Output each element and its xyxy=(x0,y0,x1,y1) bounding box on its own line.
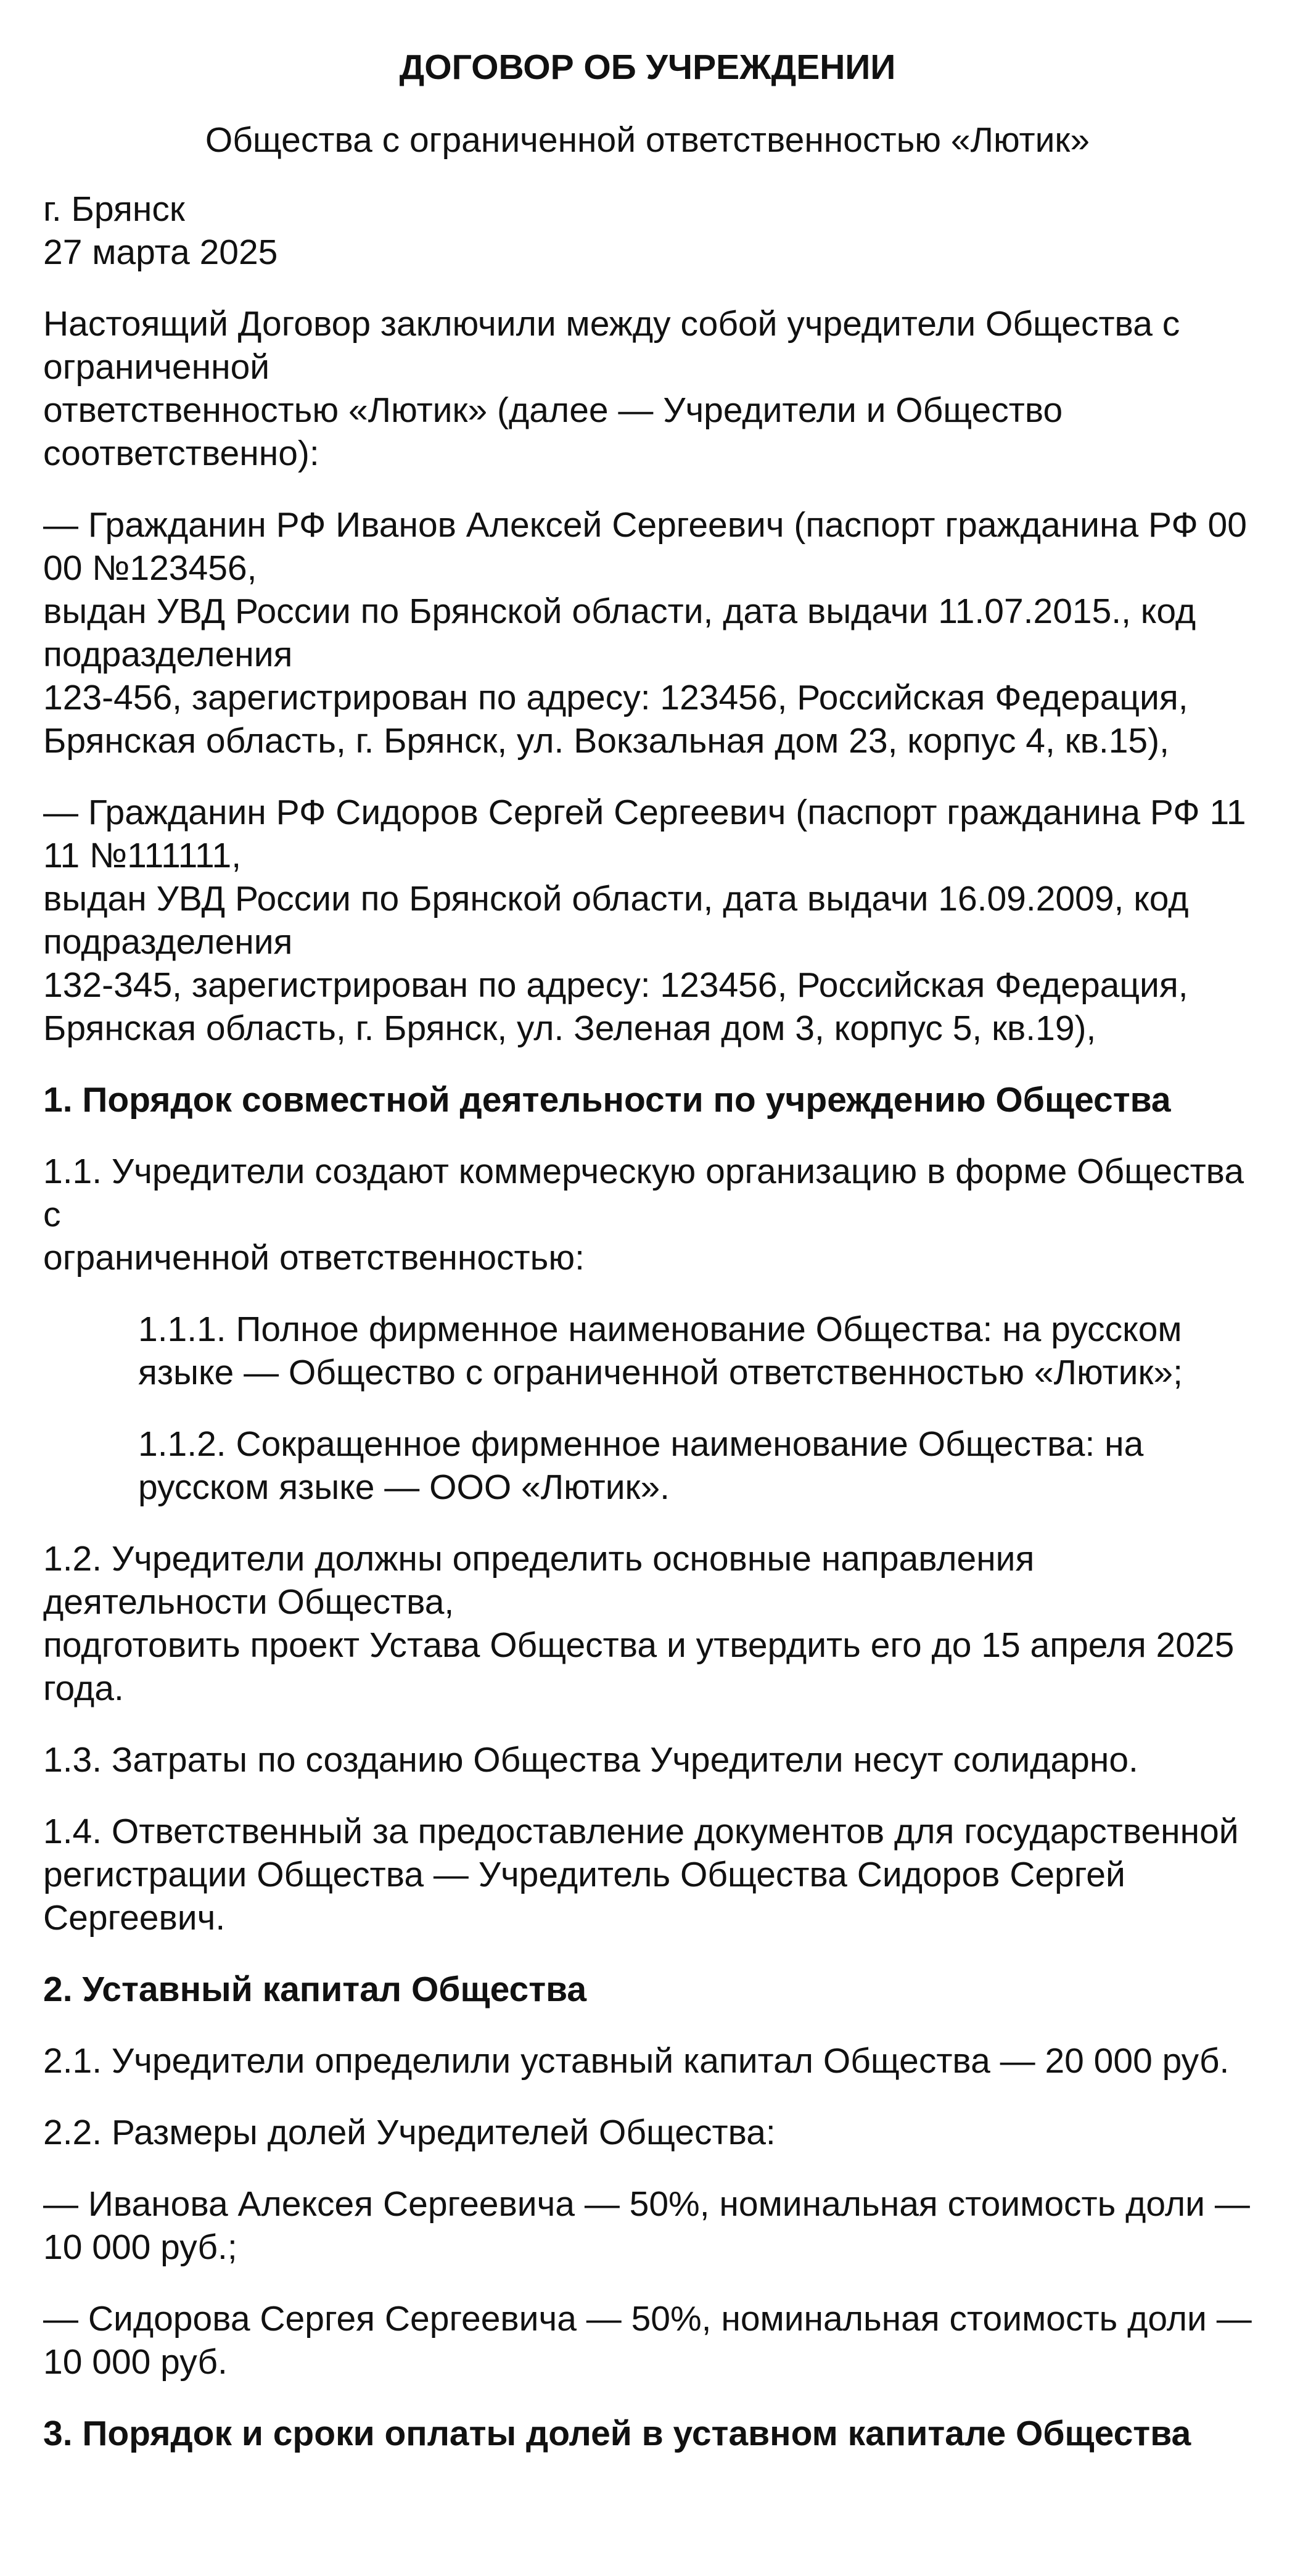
intro-paragraph xyxy=(43,302,1252,475)
clause-1-2-line-1: 1.2. Учредители должны определить основные направления деятельности Общества, xyxy=(43,1539,1035,1622)
clause-1-4: 1.4. Ответственный за предоставление документов для государственной регистрации Общества — Учредитель Общества Сидоров Сергей Сергеевич. xyxy=(43,1812,1239,1938)
intro-line-1: Настоящий Договор заключили между собой учредители Общества с ограниченной xyxy=(43,304,1180,387)
date: 27 марта 2025 xyxy=(43,233,278,272)
share-sidorov: — Сидорова Сергея Сергеевича — 50%, номинальная стоимость доли — 10 000 руб. xyxy=(43,2299,1252,2382)
document-subtitle: Общества с ограниченной ответственностью «Лютик» xyxy=(205,120,1090,160)
clause-1-1-line-1: 1.1. Учредители создают коммерческую организацию в форме Общества с xyxy=(43,1152,1244,1234)
clause-1-1-1: 1.1.1. Полное фирменное наименование Общества: на русском языке — Общество с ограниченной ответственностью «Лютик»; xyxy=(138,1310,1183,1392)
city: г. Брянск xyxy=(43,189,185,229)
section-2-heading: 2. Уставный капитал Общества xyxy=(43,1970,587,2009)
document-title: ДОГОВОР ОБ УЧРЕЖДЕНИИ xyxy=(399,47,896,87)
place-date-block xyxy=(43,188,1252,274)
party-2-line-3: 132-345, зарегистрирован по адресу: 123456, Российская Федерация, Брянская область, г. Брянск, ул. Зеленая дом 3, корпус 5, кв.19), xyxy=(43,965,1188,1048)
party-2-line-1: — Гражданин РФ Сидоров Сергей Сергеевич (паспорт гражданина РФ 11 11 №111111, xyxy=(43,793,1246,875)
party-2-paragraph xyxy=(43,791,1252,1050)
party-1-paragraph xyxy=(43,503,1252,762)
party-1-line-2: выдан УВД России по Брянской области, дата выдачи 11.07.2015., код подразделения xyxy=(43,592,1196,674)
clause-2-1: 2.1. Учредители определили уставный капитал Общества — 20 000 руб. xyxy=(43,2041,1230,2081)
clause-1-1 xyxy=(43,1150,1252,1279)
share-ivanov: — Иванова Алексея Сергеевича — 50%, номинальная стоимость доли — 10 000 руб.; xyxy=(43,2184,1250,2267)
section-1-heading: 1. Порядок совместной деятельности по учреждению Общества xyxy=(43,1080,1171,1120)
party-2-line-2: выдан УВД России по Брянской области, дата выдачи 16.09.2009, код подразделения xyxy=(43,879,1189,962)
party-1-line-3: 123-456, зарегистрирован по адресу: 123456, Российская Федерация, Брянская область, г. Брянск, ул. Вокзальная дом 23, корпус 4, кв.15), xyxy=(43,678,1188,761)
clause-1-1-line-2: ограниченной ответственностью: xyxy=(43,1238,585,1278)
clause-1-2-line-2: подготовить проект Устава Общества и утвердить его до 15 апреля 2025 года. xyxy=(43,1625,1235,1708)
party-1-line-1: — Гражданин РФ Иванов Алексей Сергеевич (паспорт гражданина РФ 00 00 №123456, xyxy=(43,505,1247,588)
intro-line-2: ответственностью «Лютик» (далее — Учредители и Общество соответственно): xyxy=(43,390,1063,473)
clause-1-3: 1.3. Затраты по созданию Общества Учредители несут солидарно. xyxy=(43,1740,1138,1780)
section-3-heading: 3. Порядок и сроки оплаты долей в уставном капитале Общества xyxy=(43,2414,1191,2453)
clause-1-2 xyxy=(43,1537,1252,1710)
clause-2-2: 2.2. Размеры долей Учредителей Общества: xyxy=(43,2113,776,2152)
clause-1-1-2: 1.1.2. Сокращенное фирменное наименование Общества: на русском языке — ООО «Лютик». xyxy=(138,1424,1144,1507)
